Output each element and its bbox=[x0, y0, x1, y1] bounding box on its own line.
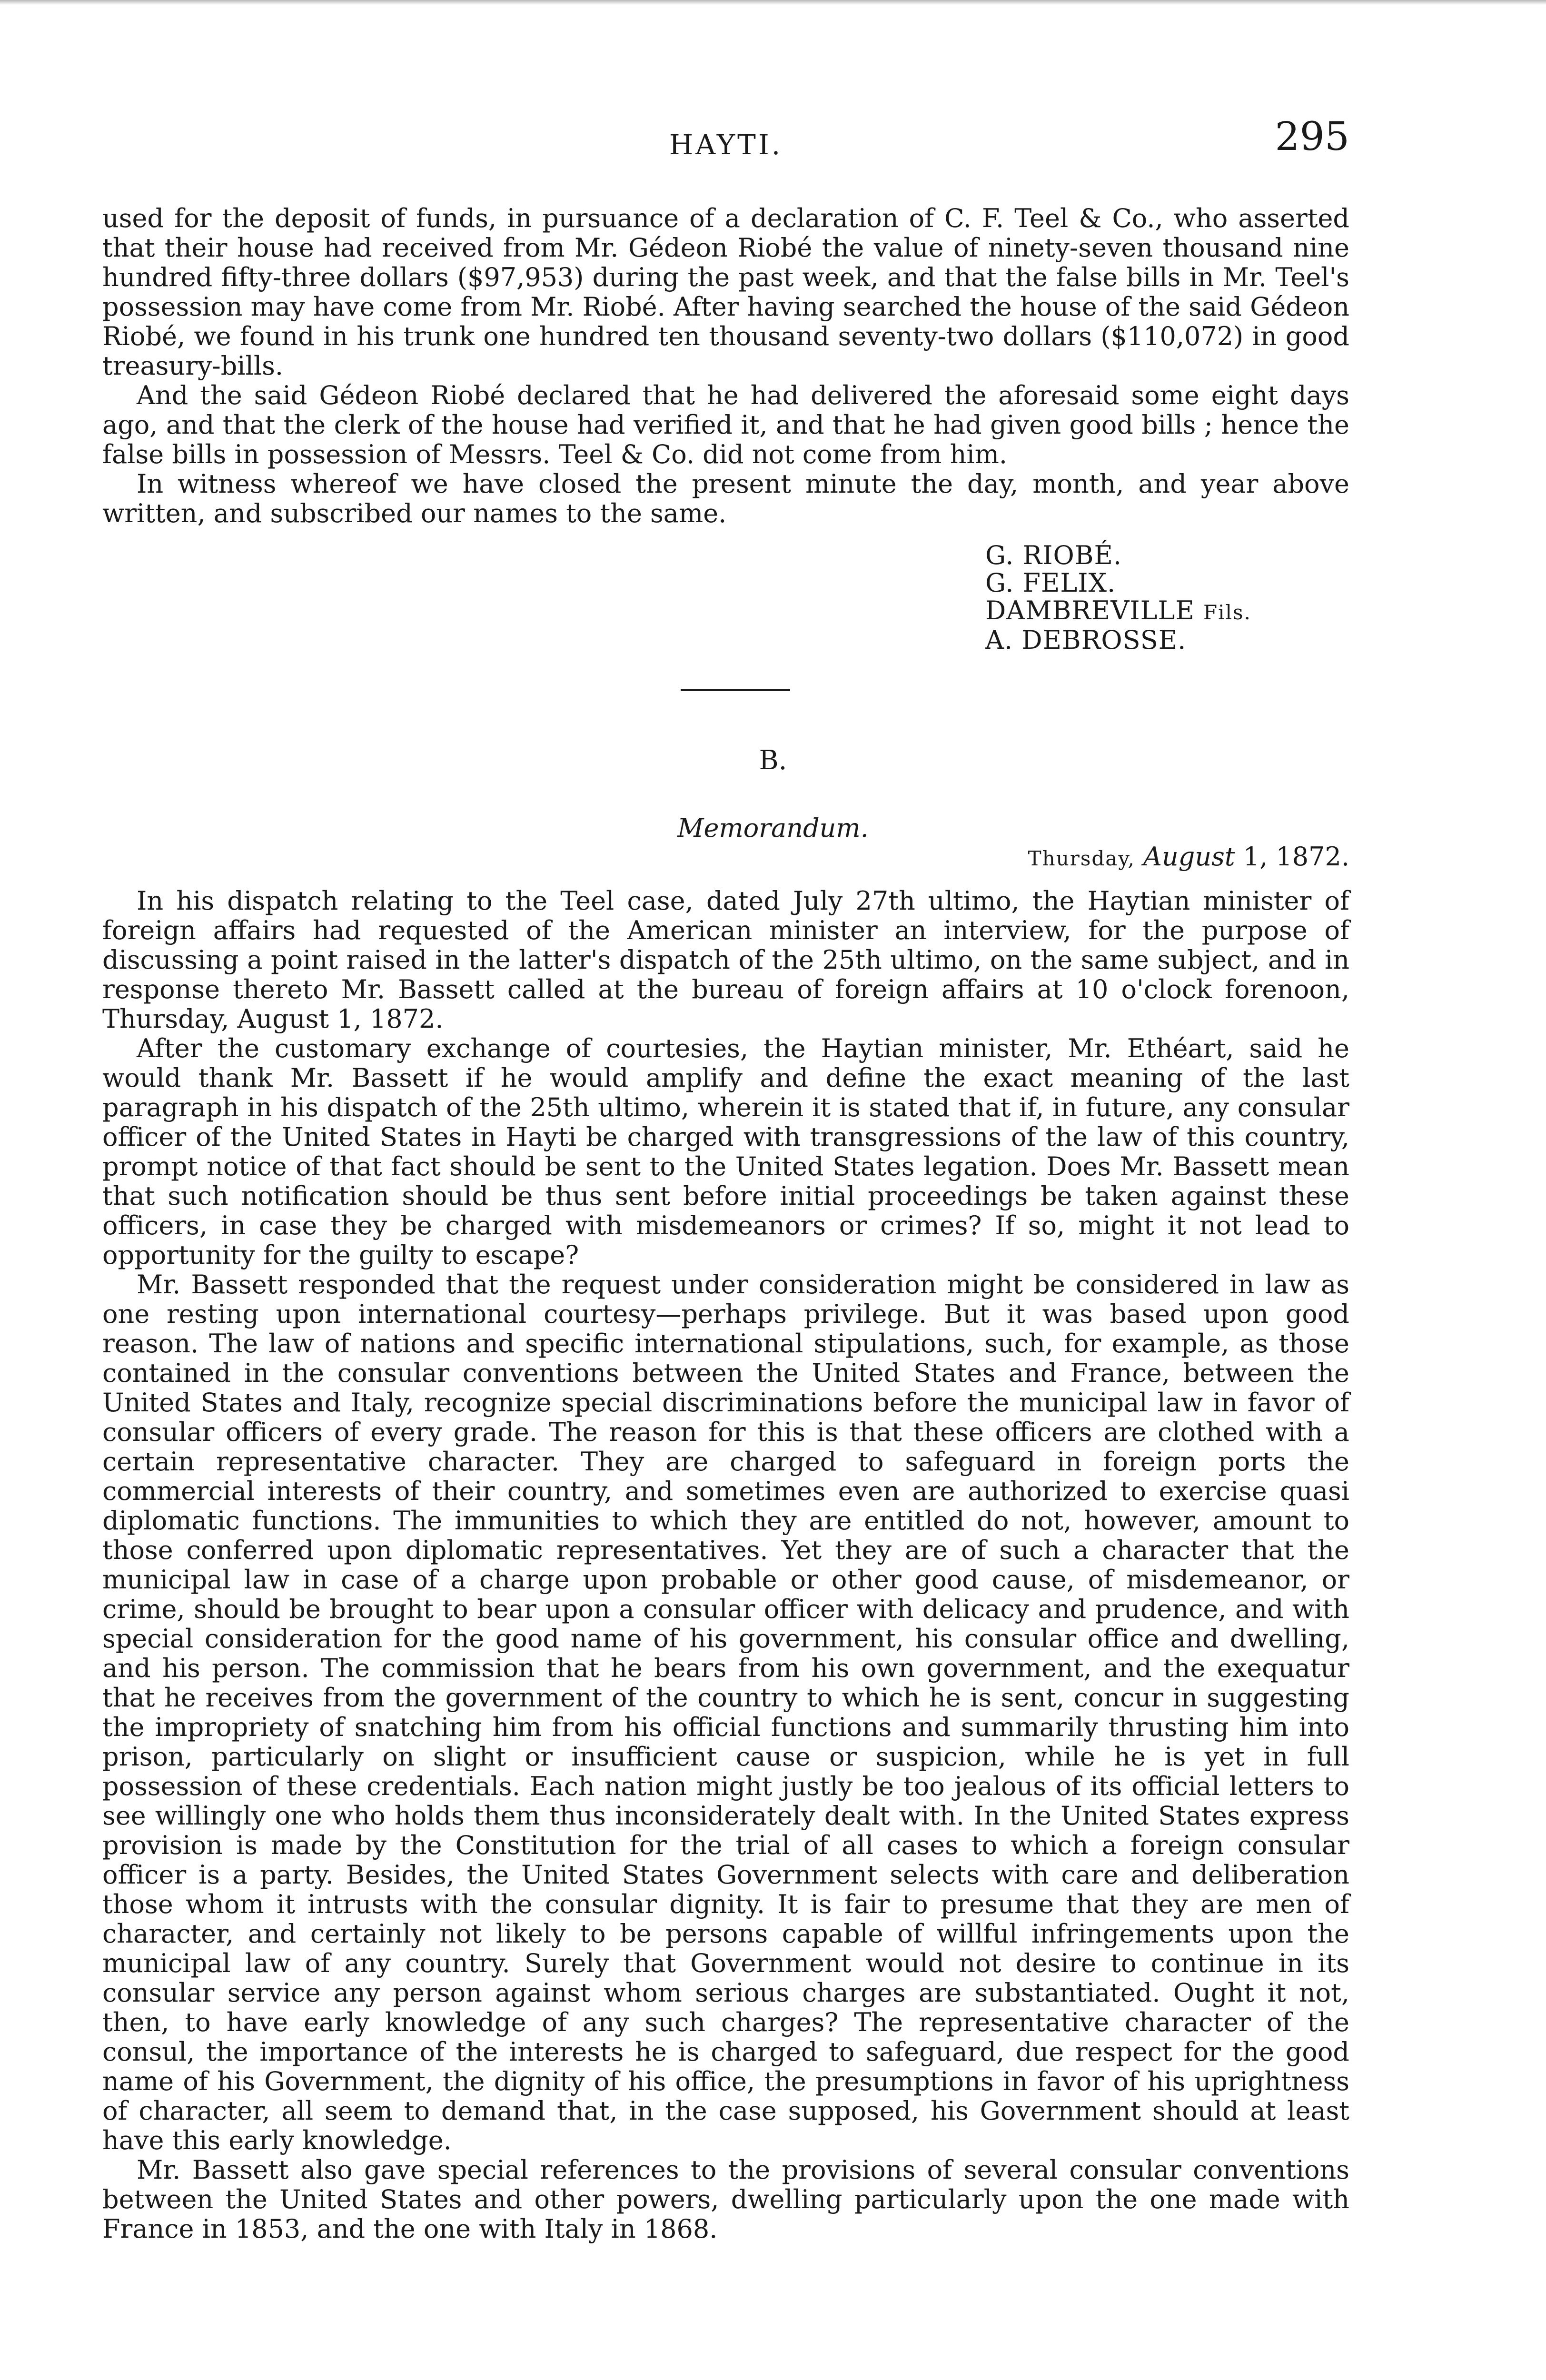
minute-paragraph-2: And the said Gédeon Riobé declared that he had delivered the aforesaid some eight days ago, and that the clerk of the house had verified it, and that he had given good bills ; hence the false bills in possession of Messrs. Teel & Co. did not come from him. bbox=[102, 380, 1349, 469]
minute-paragraph-1: used for the deposit of funds, in pursuance of a declaration of C. F. Teel & Co., who asserted that their house had received from Mr. Gédeon Riobé the value of ninety-seven thousand nine hundred fifty-three dollars ($97,953) during the past week, and that the false bills in Mr. Teel's possession may have come from Mr. Riobé. After having searched the house of the said Gédeon Riobé, we found in his trunk one hundred ten thousand seventy-two dollars ($110,072) in good treasury-bills. bbox=[102, 203, 1349, 381]
memorandum-paragraph-1: In his dispatch relating to the Teel case, dated July 27th ultimo, the Haytian minister of foreign affairs had requested of the American minister an interview, for the purpose of discussing a point raised in the latter's dispatch of the 25th ultimo, on the same subject, and in response thereto Mr. Bassett called at the bureau of foreign affairs at 10 o'clock forenoon, Thursday, August 1, 1872. bbox=[102, 886, 1349, 1034]
memorandum-text bbox=[102, 886, 1349, 2244]
running-head: HAYTI. bbox=[669, 129, 783, 161]
page-top-edge bbox=[0, 0, 1546, 5]
memorandum-title: Memorandum. bbox=[677, 813, 869, 843]
section-label: B. bbox=[759, 745, 787, 776]
signature-debrosse: A. DEBROSSE. bbox=[985, 625, 1187, 655]
minute-text bbox=[102, 204, 1349, 528]
signature-dambreville bbox=[985, 597, 1251, 626]
page-number: 295 bbox=[1275, 114, 1349, 159]
page-header bbox=[102, 114, 1349, 171]
minute-paragraph-3: In witness whereof we have closed the present minute the day, month, and year above written, and subscribed our names to the same. bbox=[102, 469, 1349, 528]
signature-block bbox=[985, 542, 1251, 654]
memorandum-date bbox=[102, 842, 1349, 872]
memorandum-date-weekday: Thursday, bbox=[1028, 847, 1135, 870]
signature-dambreville-suffix: Fils. bbox=[1203, 601, 1251, 624]
section-divider bbox=[681, 689, 790, 691]
memorandum-paragraph-3: Mr. Bassett responded that the request under consideration might be considered in law as one resting upon international courtesy—perhaps privilege. But it was based upon good reason. The law of nations and specific international stipulations, such, for example, as those contained in the consular conventions between the United States and France, between the United States and Italy, recognize special discriminations before the municipal law in favor of consular officers of every grade. The reason for this is that these officers are clothed with a certain representative character. They are charged to safeguard in foreign ports the commercial interests of their country, and sometimes even are authorized to exercise quasi diplomatic functions. The immunities to which they are entitled do not, however, amount to those conferred upon diplomatic representatives. Yet they are of such a character that the municipal law in case of a charge upon probable or other good cause, of misdemeanor, or crime, should be brought to bear upon a consular officer with delicacy and prudence, and with special consideration for the good name of his government, his consular office and dwelling, and his person. The commission that he bears from his own government, and the exequatur that he receives from the government of the country to which he is sent, concur in suggesting the impropriety of snatching him from his official functions and summarily thrusting him into prison, particularly on slight or insufficient cause or suspicion, while he is yet in full possession of these credentials. Each nation might justly be too jealous of its official letters to see willingly one who holds them thus inconsiderately dealt with. In the United States express provision is made by the Constitution for the trial of all cases to which a foreign consular officer is a party. Besides, the United States Government selects with care and deliberation those whom it intrusts with the consular dignity. It is fair to presume that they are men of character, and certainly not likely to be persons capable of willful infringements upon the municipal law of any country. Surely that Government would not desire to continue in its consular service any person against whom serious charges are substantiated. Ought it not, then, to have early knowledge of any such charges? The representative character of the consul, the importance of the interests he is charged to safeguard, due respect for the good name of his Government, the dignity of his office, the presumptions in favor of his uprightness of character, all seem to demand that, in the case supposed, his Government should at least have this early knowledge. bbox=[102, 1269, 1349, 2155]
signature-dambreville-name: DAMBREVILLE bbox=[985, 595, 1195, 625]
signature-riobe: G. RIOBÉ. bbox=[985, 540, 1122, 570]
memorandum-date-month: August bbox=[1143, 842, 1235, 872]
memorandum-date-rest: 1, 1872. bbox=[1235, 842, 1349, 872]
memorandum-paragraph-4: Mr. Bassett also gave special references to the provisions of several consular conventions between the United States and other powers, dwelling particularly upon the one made with France in 1853, and the one with Italy in 1868. bbox=[102, 2155, 1349, 2244]
signature-felix: G. FELIX. bbox=[985, 568, 1116, 598]
memorandum-paragraph-2: After the customary exchange of courtesies, the Haytian minister, Mr. Ethéart, said he would thank Mr. Bassett if he would amplify and define the exact meaning of the last paragraph in his dispatch of the 25th ultimo, wherein it is stated that if, in future, any consular officer of the United States in Hayti be charged with transgressions of the law of this country, prompt notice of that fact should be sent to the United States legation. Does Mr. Bassett mean that such notification should be thus sent before initial proceedings be taken against these officers, in case they be charged with misdemeanors or crimes? If so, might it not lead to opportunity for the guilty to escape? bbox=[102, 1033, 1349, 1270]
